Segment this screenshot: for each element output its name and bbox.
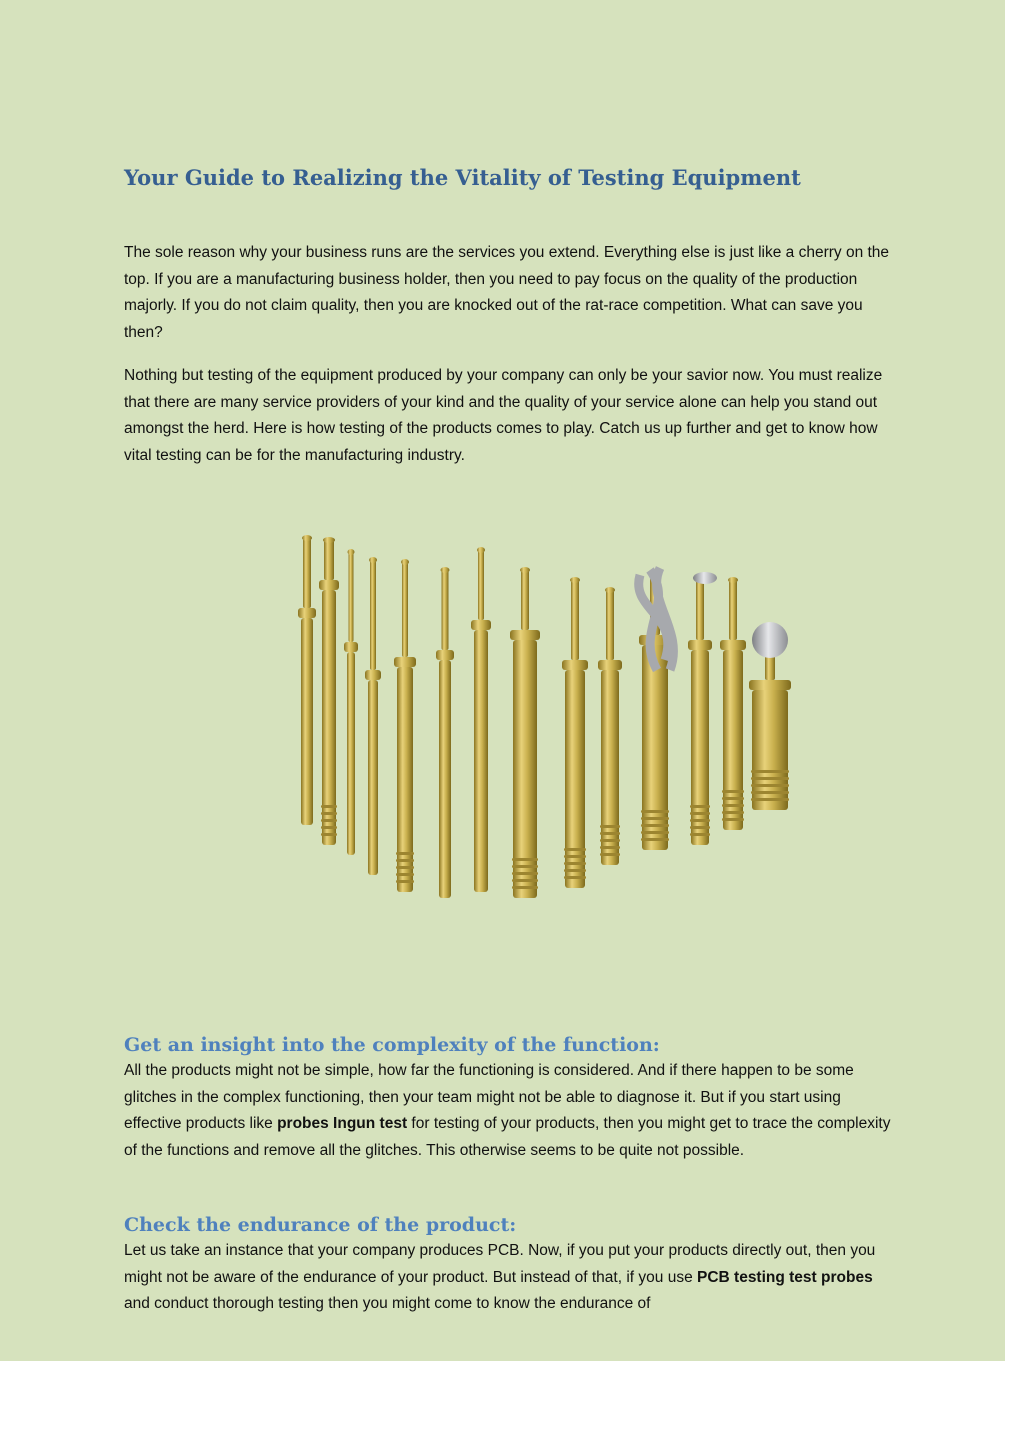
probe-thread [396,873,414,876]
probe-tip [606,590,614,660]
probe-thread [690,819,710,822]
section-heading-complexity: Get an insight into the complexity of the function: [124,1034,660,1056]
section-text-after: and conduct thorough testing then you might come to know the endurance of [124,1295,651,1312]
probe-thread [600,839,620,842]
probe-thread [600,825,620,828]
section-heading-endurance: Check the endurance of the product: [124,1214,517,1236]
probe-head [570,577,580,583]
probe-cap [693,572,717,584]
probe-body [301,618,313,825]
probe-tip [324,540,334,580]
probe-thread [564,876,586,879]
probe-head [401,559,409,565]
probe-collar [562,660,588,670]
probe-head [441,567,450,573]
test-probes-image [285,520,805,910]
probe-body [474,630,488,892]
probe-thread [641,824,669,827]
probe-body [723,650,743,830]
probe-thread [690,833,710,836]
probe-thread [321,805,337,808]
probe-tip [303,538,311,608]
probe-thread [396,852,414,855]
probe-collar [298,608,316,618]
probe-collar [598,660,622,670]
probe-thread [641,838,669,841]
probe-body [397,667,413,892]
probe-thread [512,858,538,861]
probe-thread [321,812,337,815]
probe-head [348,549,355,555]
probe-thread [564,862,586,865]
probe-thread [512,872,538,875]
section-endurance [124,1212,899,1318]
probe-collar [365,670,381,680]
probe-body [601,670,619,865]
probe-thread [321,826,337,829]
probe-dome [752,622,788,658]
probe-thread [512,865,538,868]
probe-head [605,587,615,593]
probe-thread [722,804,744,807]
probe-thread [321,833,337,836]
probe-body [368,680,378,875]
probe-collar [510,630,540,640]
probe-thread [722,797,744,800]
probe-thread [751,770,789,773]
probe-head [728,577,738,583]
probe-thread [722,818,744,821]
probe-thread [690,805,710,808]
probe-collar [436,650,454,660]
section-paragraph-complexity [124,1058,899,1164]
probe-thread [512,886,538,889]
probe-head [302,535,312,541]
probe-thread [600,832,620,835]
section-text-before: Let us take an instance that your company produces PCB. Now, if you put your products directly out, then you might not be aware of the endurance of your product. But instead of that, if you use [124,1242,876,1286]
probe-tip [349,552,354,642]
section-paragraph-endurance [124,1238,899,1318]
section-text-before: All the products might not be simple, how far the functioning is considered. And if there happen to be some glitches in the complex functioning, then your team might not be able to diagnose it. But if you start using effective products like [124,1062,854,1132]
probe-thread [600,846,620,849]
probe-collar [394,657,416,667]
probe-thread [751,798,789,801]
probe-head [520,567,530,573]
probe-collar [471,620,491,630]
probe-thread [564,848,586,851]
probe-body [691,650,709,845]
probe-tip [478,550,484,620]
probe-thread [641,831,669,834]
section-text-after: for testing of your products, then you might get to trace the complexity of the functions and remove all the glitches. This otherwise seems to be quite not possible. [124,1115,891,1159]
probe-body [439,660,451,898]
section-complexity [124,1032,899,1164]
probe-thread [600,853,620,856]
probe-collar [720,640,746,650]
probe-head [369,557,377,563]
probe-thread [321,819,337,822]
probe-tip [729,580,737,640]
probe-collar [344,642,358,652]
probe-tip [370,560,376,670]
intro-paragraph-2: Nothing but testing of the equipment produced by your company can only be your savior now. You must realize that there are many service providers of your kind and the quality of your service alone can help you stand out amongst the herd. Here is how testing of the products comes to play. Catch us up further and get to know how vital testing can be for the manufacturing industry. [124,367,883,464]
probe-tip [521,570,529,630]
probe-thread [641,817,669,820]
probe-thread [751,784,789,787]
probe-body [347,652,355,855]
probe-head [477,547,485,553]
page-margin [1005,0,1023,1361]
probe-tip [442,570,449,650]
probe-collar [688,640,712,650]
probe-thread [641,810,669,813]
probe-thread [512,879,538,882]
probe-thread [564,855,586,858]
intro-paragraph-1: The sole reason why your business runs are the services you extend. Everything else is just like a cherry on the top. If you are a manufacturing business holder, then you need to pay focus on the quality of the production majorly. If you do not claim quality, then you are knocked out of the rat-race competition. What can save you then? [124,244,890,341]
probe-tip [402,562,408,657]
probe-thread [722,790,744,793]
probe-thread [690,812,710,815]
probe-thread [564,869,586,872]
keyword-pcb-testing-test-probes: PCB testing test probes [697,1268,873,1286]
probe-head [323,537,335,543]
probe-thread [396,866,414,869]
probe-collar [319,580,339,590]
probe-tip [571,580,579,660]
keyword-probes-ingun-test: probes Ingun test [277,1115,408,1132]
probe-thread [722,811,744,814]
probe-thread [396,880,414,883]
test-probes-illustration [285,520,805,910]
probe-thread [751,777,789,780]
probe-thread [751,791,789,794]
probe-thread [690,826,710,829]
document-title: Your Guide to Realizing the Vitality of Testing Equipment [124,165,801,190]
probe-tip [696,580,704,640]
probe-thread [396,859,414,862]
probe-collar [749,680,791,690]
